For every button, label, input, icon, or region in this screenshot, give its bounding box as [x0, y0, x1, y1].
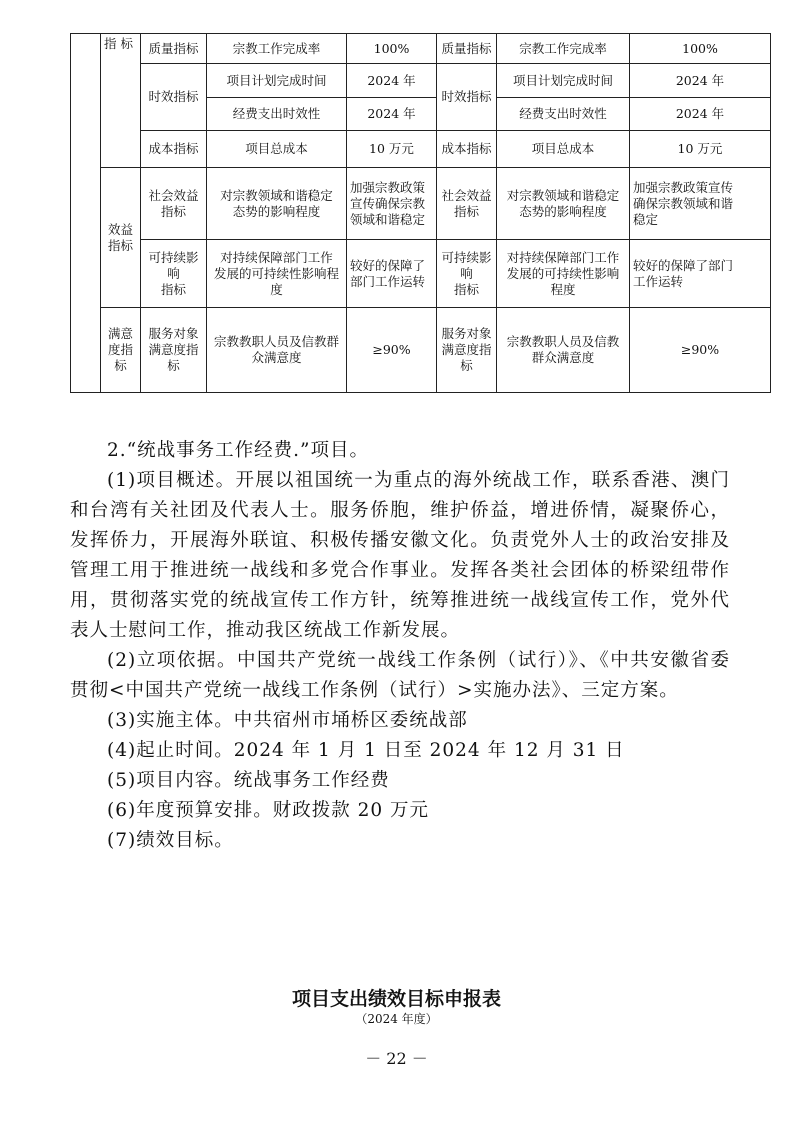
- cost-label: 成本指标: [141, 131, 207, 168]
- social-item: 对宗教领域和谐稳定 态势的影响程度: [207, 168, 347, 240]
- quality-label-2: 质量指标: [437, 34, 497, 64]
- project-goal: (7)绩效目标。: [107, 830, 234, 851]
- table-row: [71, 240, 771, 308]
- form-year: （2024 年度）: [355, 1012, 438, 1026]
- sustain-label: 可持续影 响 指标: [141, 240, 207, 308]
- timeliness-item-2: 项目计划完成时间: [497, 64, 630, 98]
- table-row: [71, 34, 771, 64]
- category-benefit: 效益 指标: [101, 168, 141, 308]
- quality-label: 质量指标: [141, 34, 207, 64]
- timeliness-item: 项目计划完成时间: [207, 64, 347, 98]
- project-overview: (1)项目概述。开展以祖国统一为重点的海外统战工作，联系香港、澳门和台湾有关社团及代表人士。服务侨胞，维护侨益，增进侨情，凝聚侨心，发挥侨力，开展海外联谊、积极传播安徽文化。负责党外人士的政治安排及管理工用于推进统一战线和多党合作事业。发挥各类社会团体的桥梁纽带作用，贯彻落实党的统战宣传工作方针，统筹推进统一战线宣传工作，党外代表人士慰问工作，推动我区统战工作新发展。: [70, 470, 730, 641]
- satisfaction-label: 服务对象 满意度指 标: [141, 308, 207, 393]
- sustain-item-2: 对持续保障部门工作 发展的可持续性影响 程度: [497, 240, 630, 308]
- timeliness-item: 经费支出时效性: [207, 98, 347, 131]
- quality-value: 100%: [347, 34, 437, 64]
- satisfaction-label-2: 服务对象 满意度指 标: [437, 308, 497, 393]
- cost-value-2: 10 万元: [630, 131, 771, 168]
- project-basis: (2)立项依据。中国共产党统一战线工作条例（试行）》、《中共安徽省委贯彻<中国共产党统一战线工作条例（试行）>实施办法》、三定方案。: [70, 650, 730, 701]
- timeliness-value: 2024 年: [347, 98, 437, 131]
- timeliness-value: 2024 年: [347, 64, 437, 98]
- social-value: 加强宗教政策 宣传确保宗教 领域和谐稳定: [347, 168, 437, 240]
- cost-item-2: 项目总成本: [497, 131, 630, 168]
- cost-value: 10 万元: [347, 131, 437, 168]
- page-number: － 22 －: [365, 1049, 428, 1068]
- satisfaction-value: ≥90%: [347, 308, 437, 393]
- project-content: (5)项目内容。统战事务工作经费: [107, 770, 390, 791]
- table-margin-cell: [71, 34, 101, 393]
- project-subject: (3)实施主体。中共宿州市埇桥区委统战部: [107, 710, 468, 731]
- performance-indicator-table: [70, 33, 771, 393]
- sustain-label-2: 可持续影 响 指标: [437, 240, 497, 308]
- sustain-item: 对持续保障部门工作 发展的可持续性影响程 度: [207, 240, 347, 308]
- social-label-2: 社会效益 指标: [437, 168, 497, 240]
- project-period: (4)起止时间。2024 年 1 月 1 日至 2024 年 12 月 31 日: [107, 740, 625, 761]
- form-title: 项目支出绩效目标申报表: [291, 988, 501, 1010]
- satisfaction-item-2: 宗教教职人员及信教 群众满意度: [497, 308, 630, 393]
- sustain-value: 较好的保障了 部门工作运转: [347, 240, 437, 308]
- table-row: [71, 131, 771, 168]
- project-description: [70, 436, 730, 856]
- timeliness-item-2: 经费支出时效性: [497, 98, 630, 131]
- project-budget: (6)年度预算安排。财政拨款 20 万元: [107, 800, 430, 821]
- social-value-2: 加强宗教政策宣传 确保宗教领域和谐 稳定: [630, 168, 771, 240]
- table-row: [71, 168, 771, 240]
- quality-item-2: 宗教工作完成率: [497, 34, 630, 64]
- timeliness-value-2: 2024 年: [630, 98, 771, 131]
- category-indicators: 指 标: [101, 34, 141, 168]
- quality-item: 宗教工作完成率: [207, 34, 347, 64]
- timeliness-label-2: 时效指标: [437, 64, 497, 131]
- sustain-value-2: 较好的保障了部门 工作运转: [630, 240, 771, 308]
- social-item-2: 对宗教领域和谐稳定 态势的影响程度: [497, 168, 630, 240]
- cost-item: 项目总成本: [207, 131, 347, 168]
- satisfaction-item: 宗教教职人员及信教群 众满意度: [207, 308, 347, 393]
- social-label: 社会效益 指标: [141, 168, 207, 240]
- timeliness-value-2: 2024 年: [630, 64, 771, 98]
- quality-value-2: 100%: [630, 34, 771, 64]
- satisfaction-value-2: ≥90%: [630, 308, 771, 393]
- section-heading: 2.“统战事务工作经费.”项目。: [107, 440, 369, 461]
- table-row: [71, 308, 771, 393]
- table-row: [71, 64, 771, 98]
- category-satisfaction: 满意 度指 标: [101, 308, 141, 393]
- timeliness-label: 时效指标: [141, 64, 207, 131]
- cost-label-2: 成本指标: [437, 131, 497, 168]
